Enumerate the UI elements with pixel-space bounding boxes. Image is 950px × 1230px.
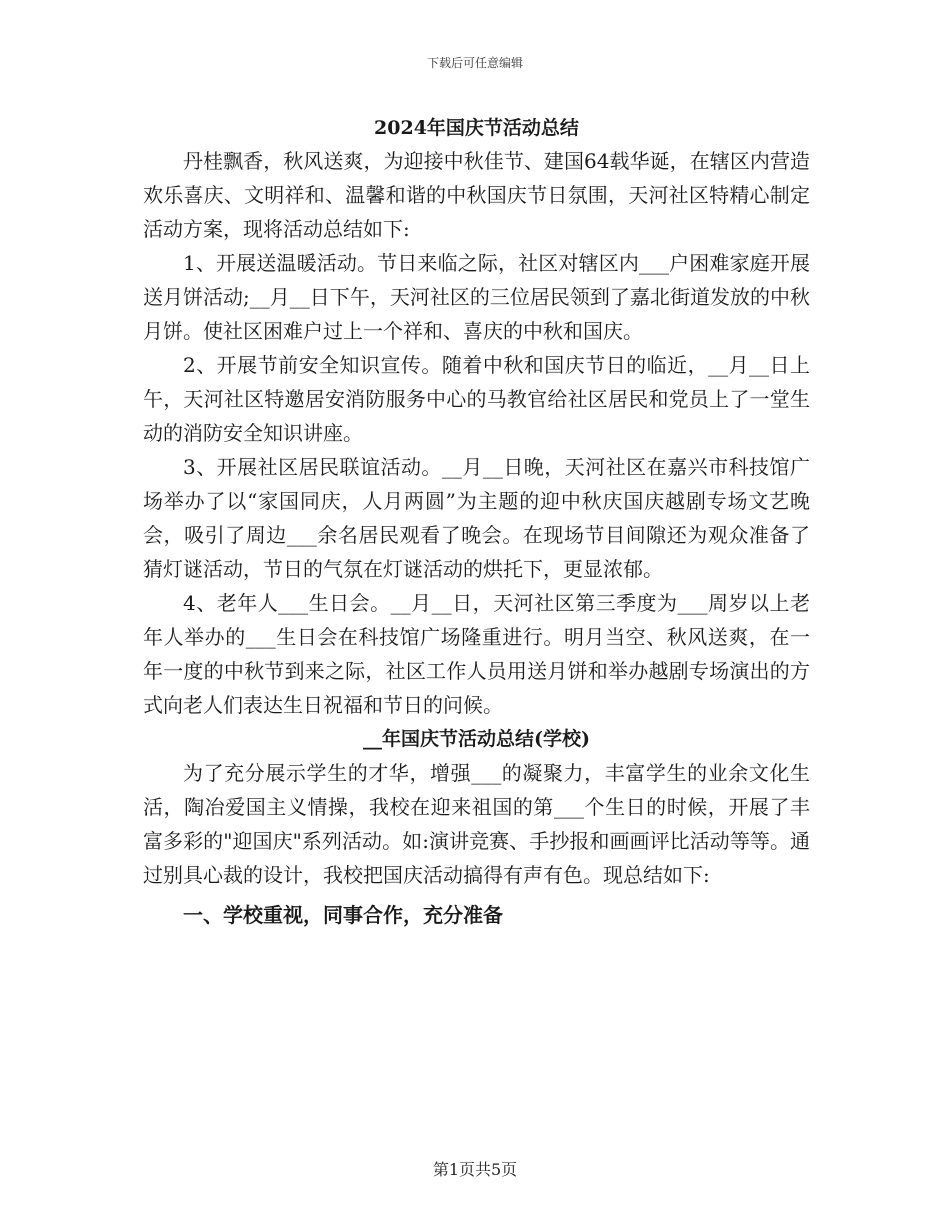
- page-number: 第1页共5页: [432, 1160, 518, 1179]
- paragraph-intro: 丹桂飘香，秋风送爽，为迎接中秋佳节、建国64载华诞，在辖区内营造欢乐喜庆、文明祥和、温馨和谐的中秋国庆节日氛围，天河社区特精心制定活动方案，现将活动总结如下:: [143, 149, 810, 241]
- paragraph-item-4: 4、老年人___生日会。__月__日，天河社区第三季度为___周岁以上老年人举办的___生日会在科技馆广场隆重进行。明月当空、秋风送爽，在一年一度的中秋节到来之际，社区工作人员用送月饼和举办越剧专场演出的方式向老人们表达生日祝福和节日的问候。: [143, 591, 810, 717]
- paragraph-item-3: 3、开展社区居民联谊活动。__月__日晚，天河社区在嘉兴市科技馆广场举办了以“家国同庆，人月两圆”为主题的迎中秋庆国庆越剧专场文艺晚会，吸引了周边___余名居民观看了晚会。在现场节目间隙还为观众准备了猜灯谜活动，节日的气氛在灯谜活动的烘托下，更显浓郁。: [143, 455, 810, 581]
- header-note: 下载后可任意编辑: [426, 56, 523, 70]
- paragraph-school-intro: 为了充分展示学生的才华，增强___的凝聚力，丰富学生的业余文化生活，陶冶爱国主义情操，我校在迎来祖国的第___个生日的时候，开展了丰富多彩的"迎国庆"系列活动。如:演讲竞赛、手抄报和画画评比活动等等。通过别具心裁的设计，我校把国庆活动搞得有声有色。现总结如下:: [143, 761, 810, 887]
- paragraph-item-2: 2、开展节前安全知识宣传。随着中秋和国庆节日的临近，__月__日上午，天河社区特邀居安消防服务中心的马教官给社区居民和党员上了一堂生动的消防安全知识讲座。: [143, 353, 810, 445]
- section-subtitle: __年国庆节活动总结(学校): [363, 728, 590, 750]
- paragraph-item-1: 1、开展送温暖活动。节日来临之际，社区对辖区内___户困难家庭开展送月饼活动;__月__日下午，天河社区的三位居民领到了嘉北街道发放的中秋月饼。使社区困难户过上一个祥和、喜庆的中秋和国庆。: [143, 251, 810, 343]
- document-body: [143, 112, 810, 932]
- document-title: 2024年国庆节活动总结: [374, 117, 579, 139]
- section-heading: 一、学校重视，同事合作，充分准备: [183, 903, 503, 927]
